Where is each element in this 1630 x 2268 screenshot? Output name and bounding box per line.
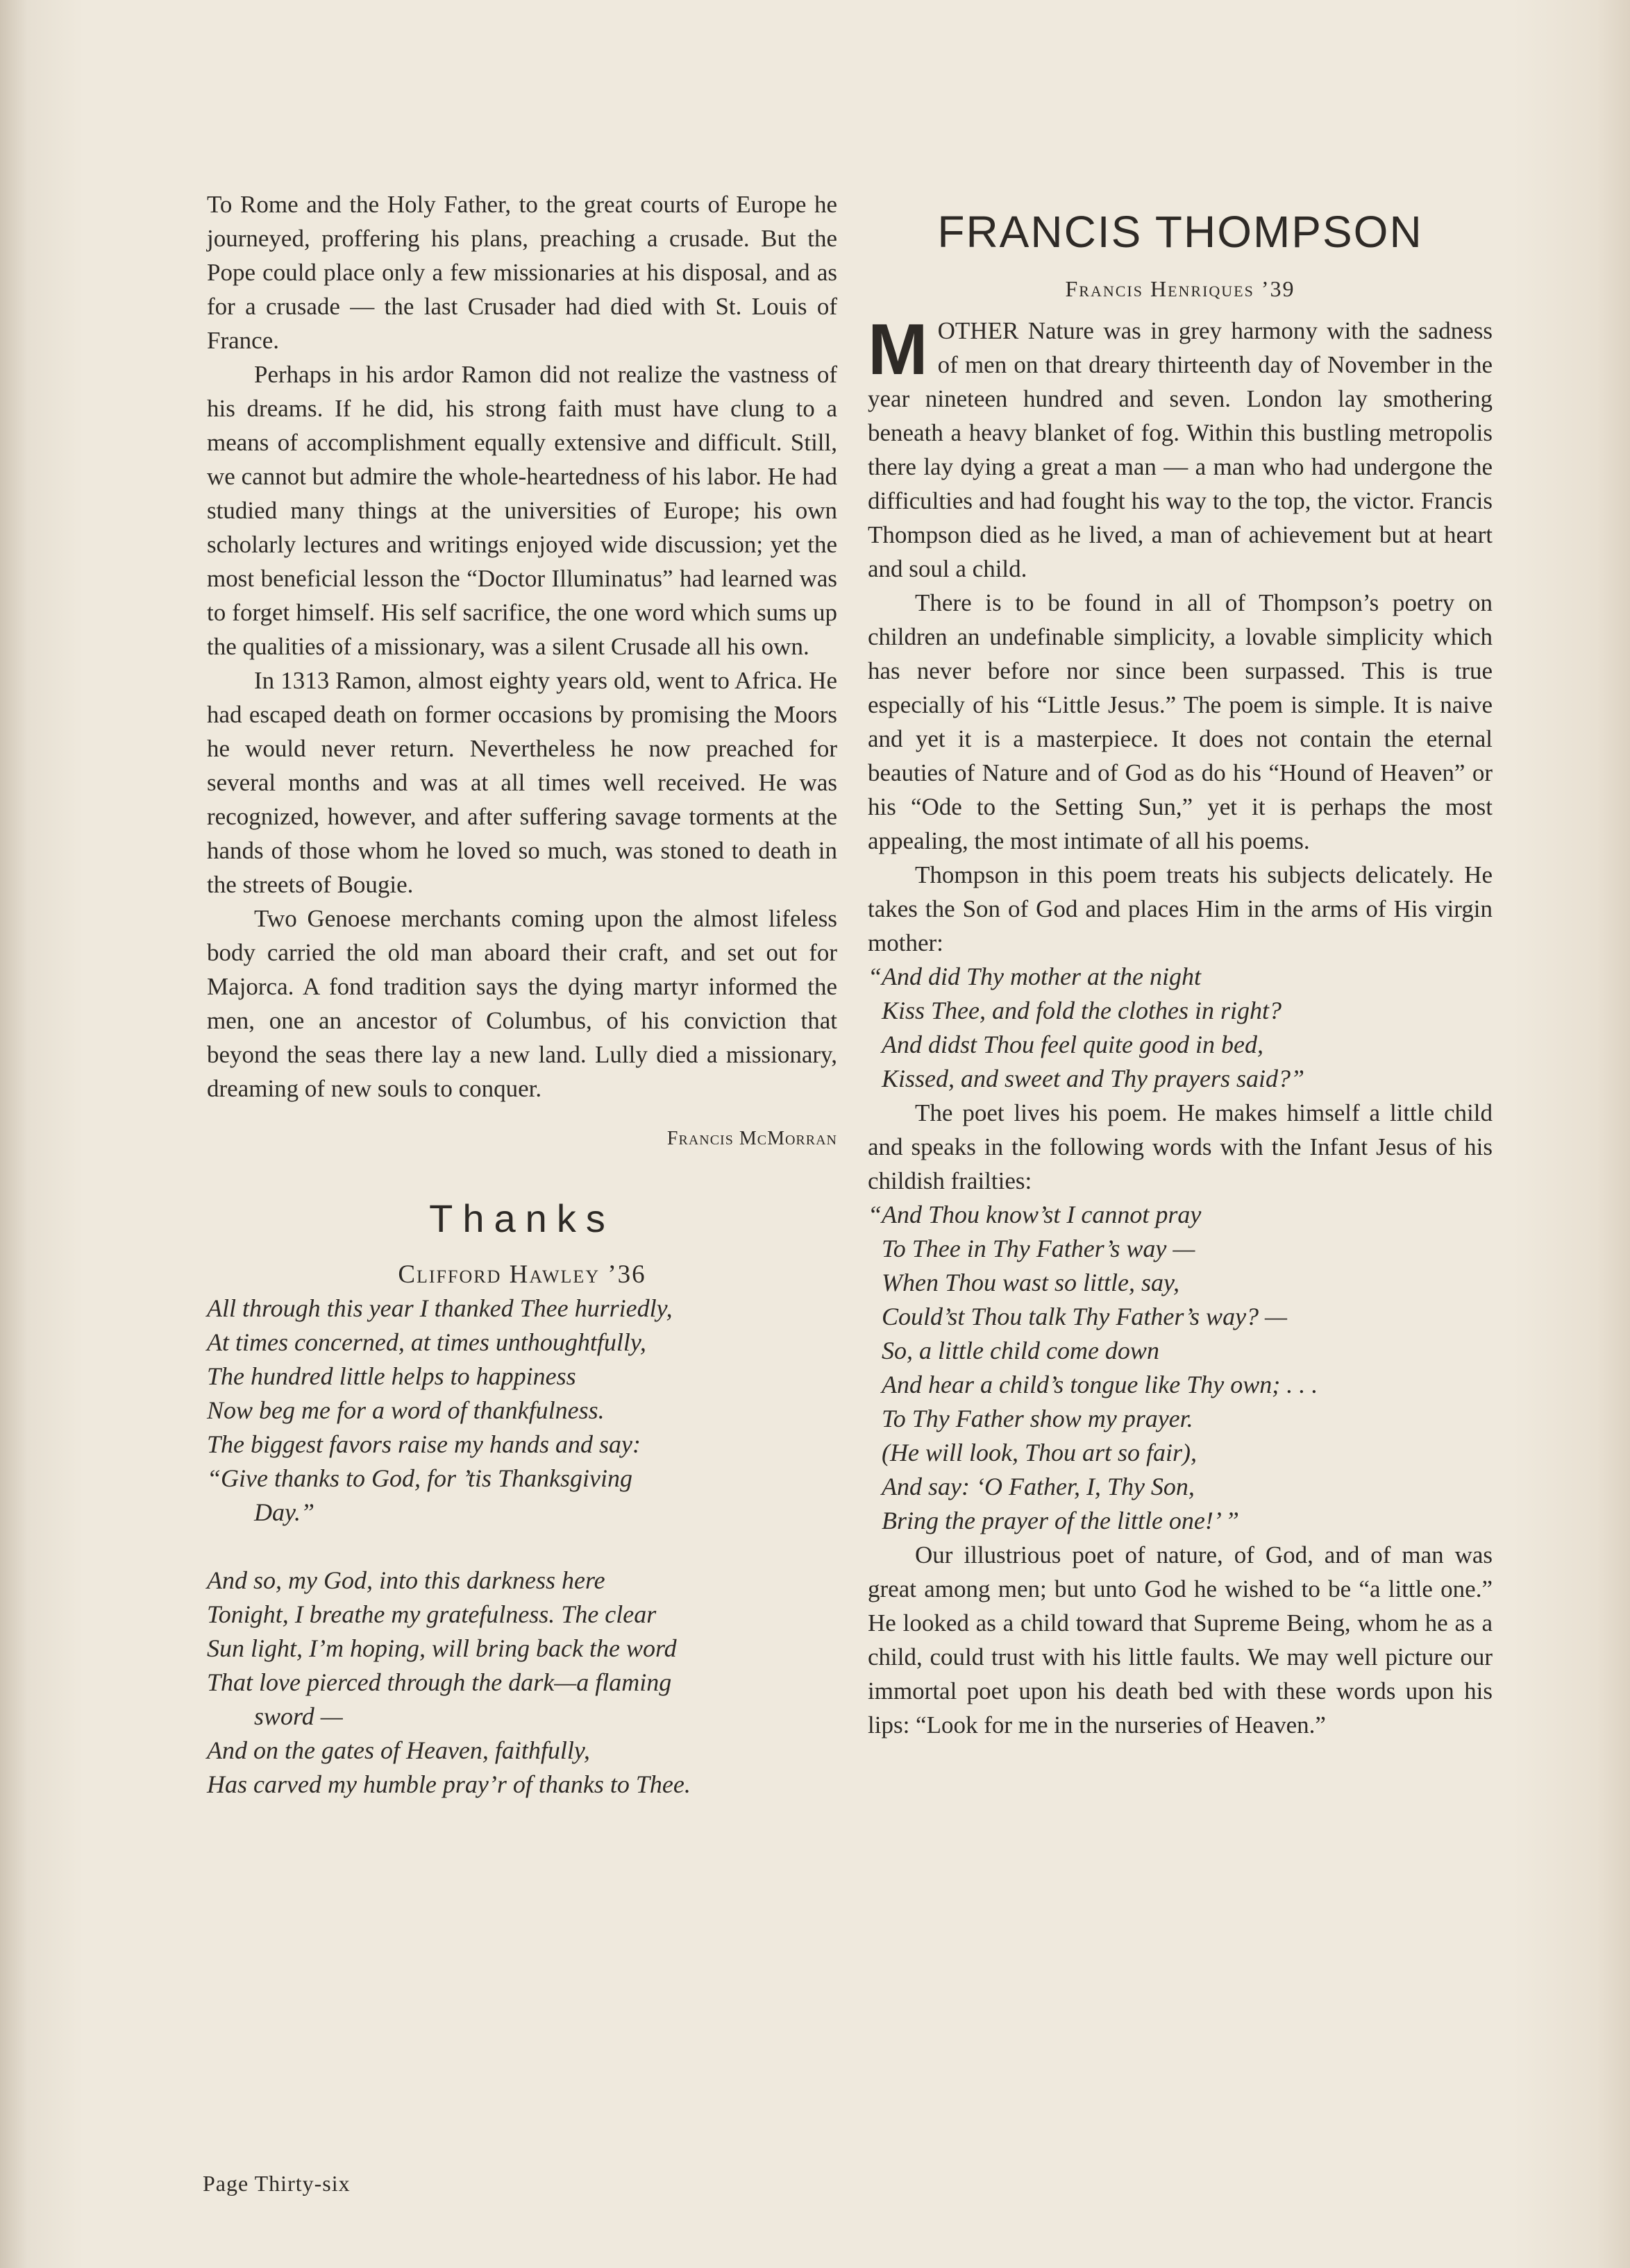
left-paragraph-4: Two Genoese merchants coming upon the almost lifeless body carried the old man aboard their craft, and set out for Majorca. A fond tradition says the dying martyr informed the men, one an ancestor of Columbus, of his conviction that beyond the seas there lay a new land. Lully died a missionary, dreaming of new souls to conquer. [207,905,837,1102]
right-paragraph-4: The poet lives his poem. He makes himself a little child and speaks in the following words with the Infant Jesus of his childish frailties: [868,1099,1493,1194]
verse-line: And hear a child’s tongue like Thy own; . . . [882,1371,1318,1398]
page-number: Page Thirty-six [203,2171,351,2196]
verse-line: At times concerned, at times unthoughtfully, [207,1328,646,1356]
verse-line: And didst Thou feel quite good in bed, [882,1031,1263,1058]
poem-author: Clifford Hawley ’36 [398,1260,646,1289]
verse-line: sword — [254,1702,343,1730]
verse-line: “And Thou know’st I cannot pray [868,1201,1202,1228]
right-column [868,187,1493,1742]
verse-line: “Give thanks to God, for ’tis Thanksgiving [207,1464,632,1492]
drop-cap: M [868,310,928,390]
article-author: Francis Henriques ’39 [1065,276,1295,301]
verse-line: The biggest favors raise my hands and say: [207,1430,641,1458]
verse-line: Kiss Thee, and fold the clothes in right? [882,997,1282,1024]
left-paragraph-1: To Rome and the Holy Father, to the great courts of Europe he journeyed, proffering his plans, preaching a crusade. But the Pope could place only a few missionaries at his disposal, and as for a crusade — the last Crusader had died with St. Louis of France. [207,191,837,354]
verse-line: Kissed, and sweet and Thy prayers said?” [882,1065,1305,1092]
left-paragraph-3: In 1313 Ramon, almost eighty years old, went to Africa. He had escaped death on former occasions by promising the Moors he would never return. Nevertheless he now preached for several months and was at all times well received. He was recognized, however, and after suffering savage torments at the hands of those whom he loved so much, was stoned to death in the streets of Bougie. [207,667,837,898]
verse-line: Bring the prayer of the little one!’ ” [882,1507,1239,1534]
verse-line: Sun light, I’m hoping, will bring back the word [207,1634,677,1662]
verse-line: Day.” [254,1498,315,1526]
article-signature: Francis McMorran [666,1128,837,1149]
poem-stanza-1 [207,1292,837,1530]
verse-line: To Thy Father show my prayer. [882,1405,1193,1432]
quoted-verse-2 [868,1198,1493,1538]
verse-line: To Thee in Thy Father’s way — [882,1235,1195,1262]
stanza-gap [207,1530,837,1564]
verse-line: So, a little child come down [882,1337,1159,1364]
right-paragraph-5: Our illustrious poet of nature, of God, and of man was great among men; but unto God he wished to be “a little one.” He looked as a child toward that Supreme Being, whom he as a child, could trust with his little faults. We may well picture our immortal poet upon his death bed with these words upon his lips: “Look for me in the nurseries of Heaven.” [868,1541,1493,1738]
verse-line: When Thou wast so little, say, [882,1269,1180,1296]
verse-line: Now beg me for a word of thankfulness. [207,1396,605,1424]
right-paragraph-1 [868,310,1493,586]
verse-line: And say: ‘O Father, I, Thy Son, [882,1473,1195,1500]
verse-line: All through this year I thanked Thee hurriedly, [207,1294,673,1322]
verse-line: That love pierced through the dark—a flaming [207,1668,672,1696]
left-column [207,187,837,1802]
quoted-verse-1 [868,960,1493,1096]
verse-line: (He will look, Thou art so fair), [882,1439,1198,1466]
verse-line: Could’st Thou talk Thy Father’s way? — [882,1303,1288,1330]
article-title: FRANCIS THOMPSON [937,207,1423,257]
verse-line: “And did Thy mother at the night [868,963,1201,990]
right-paragraph-3: Thompson in this poem treats his subjects delicately. He takes the Son of God and places Him in the arms of His virgin mother: [868,861,1493,956]
poem-stanza-2 [207,1564,837,1802]
left-paragraph-2: Perhaps in his ardor Ramon did not realize the vastness of his dreams. If he did, his strong faith must have clung to a means of accomplishment equally extensive and difficult. Still, we cannot but admire the whole-heartedness of his labor. He had studied many things at the universities of Europe; his own scholarly lectures and writings enjoyed wide discussion; yet the most beneficial lesson the “Doctor Illuminatus” had learned was to forget himself. His self sacrifice, the one word which sums up the qualities of a missionary, was a silent Crusade all his own. [207,361,837,660]
verse-line: Has carved my humble pray’r of thanks to Thee. [207,1770,691,1798]
verse-line: And so, my God, into this darkness here [207,1566,605,1594]
verse-line: Tonight, I breathe my gratefulness. The clear [207,1600,657,1628]
poem-title: Thanks [429,1196,615,1240]
paragraph-text: OTHER Nature was in grey harmony with the sadness of men on that dreary thirteenth day of November in the year nineteen hundred and seven. London lay smothering beneath a heavy blanket of fog. Within this bustling metropolis there lay dying a great a man — a man who had undergone the difficulties and had fought his way to the top, the victor. Francis Thompson died as he lived, a man of achievement but at heart and soul a child. [868,317,1493,582]
right-paragraph-2: There is to be found in all of Thompson’s poetry on children an undefinable simplicity, a lovable simplicity which has never before nor since been surpassed. This is true especially of his “Little Jesus.” The poem is simple. It is naive and yet it is a masterpiece. It does not contain the eternal beauties of Nature and of God as do his “Hound of Heaven” or his “Ode to the Setting Sun,” yet it is perhaps the most appealing, the most intimate of all his poems. [868,589,1493,854]
verse-line: The hundred little helps to happiness [207,1362,576,1390]
verse-line: And on the gates of Heaven, faithfully, [207,1736,590,1764]
